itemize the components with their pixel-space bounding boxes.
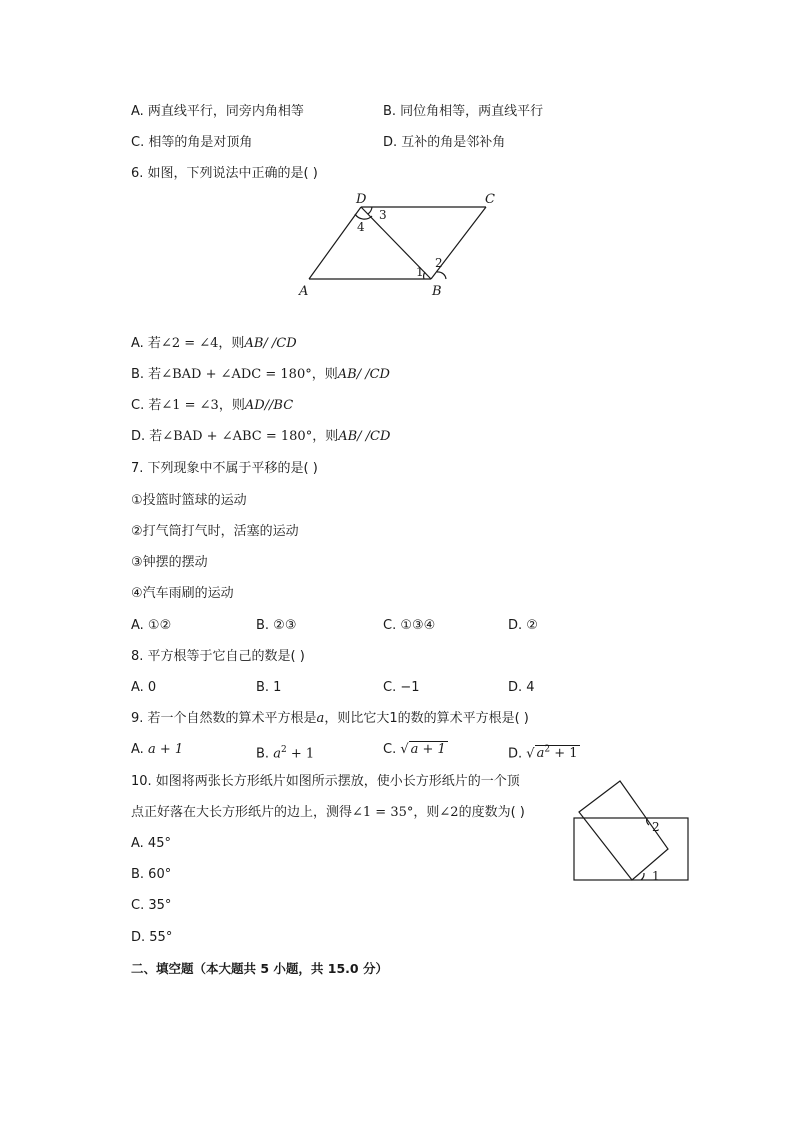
q9-option-c-label: C.: [383, 742, 401, 757]
q9-option-d-rest: + 1: [550, 746, 578, 762]
q10-option-a: A. 45°: [131, 836, 171, 851]
q10-option-d: D. 55°: [131, 930, 173, 945]
q9-option-b-rest: + 1: [286, 746, 315, 762]
q9-option-d-label: D.: [508, 746, 527, 762]
q7-option-d: D. ②: [508, 618, 538, 633]
q9-stem-pre: 9. 若一个自然数的算术平方根是: [131, 711, 317, 726]
q9-option-a-label: A.: [131, 742, 148, 757]
q6-label-angle-3: 3: [379, 208, 387, 222]
q6-option-a-mid: ，则: [218, 336, 245, 351]
q5-option-c: C. 相等的角是对顶角: [131, 135, 253, 150]
q5-option-b: B. 同位角相等，两直线平行: [383, 104, 544, 119]
q10-stem-line2-post: 的度数为( ): [458, 805, 525, 820]
q10-label-angle-2: 2: [652, 820, 660, 834]
q10-stem-line2-mid: ，则: [413, 805, 440, 820]
q6-option-d-math2: AB/ /CD: [338, 429, 391, 444]
q6-label-a: A: [299, 284, 309, 299]
q6-label-c: C: [485, 192, 495, 207]
q10-stem-line2-math: ∠1 = 35°: [352, 805, 414, 820]
q7-item-3: ③钟摆的摆动: [131, 555, 208, 570]
q9-option-d-sup: 2: [544, 745, 551, 755]
q10-option-b: B. 60°: [131, 867, 172, 882]
q9-option-d-base: a: [536, 746, 545, 762]
sqrt-icon: √: [400, 742, 409, 757]
q7-item-2: ②打气筒打气时，活塞的运动: [131, 524, 299, 539]
q6-label-angle-4: 4: [357, 220, 365, 234]
q6-stem: 6. 如图，下列说法中正确的是( ): [131, 166, 318, 181]
q6-option-b-math: ∠BAD + ∠ADC = 180°: [161, 367, 312, 382]
q9-option-b-label: B.: [256, 746, 274, 762]
q10-stem-line2-math2: ∠2: [439, 805, 459, 820]
q6-option-b-math2: AB/ /CD: [337, 367, 390, 382]
q10-arc-angle-1: [641, 873, 644, 880]
section2-heading: 二、填空题（本大题共 5 小题，共 15.0 分）: [131, 961, 388, 976]
q6-option-c-mid: ，则: [218, 398, 245, 413]
q8-option-b: B. 1: [256, 680, 282, 695]
q10-option-c: C. 35°: [131, 898, 172, 913]
q6-label-d: D: [356, 192, 367, 207]
q9-option-c-math: a + 1: [410, 742, 446, 757]
q7-option-a: A. ①②: [131, 618, 172, 633]
q9-option-b-base: a: [273, 746, 281, 762]
q8-option-d: D. 4: [508, 680, 535, 695]
q8-stem: 8. 平方根等于它自己的数是( ): [131, 649, 305, 664]
q5-option-d: D. 互补的角是邻补角: [383, 135, 506, 150]
q7-stem: 7. 下列现象中不属于平移的是( ): [131, 461, 318, 476]
q6-label-b: B: [432, 284, 442, 299]
q8-option-c: C. −1: [383, 680, 420, 695]
q7-item-1: ①投篮时篮球的运动: [131, 493, 247, 508]
q10-stem-line1: 10. 如图将两张长方形纸片如图所示摆放，使小长方形纸片的一个顶: [131, 774, 520, 789]
q7-item-4: ④汽车雨刷的运动: [131, 586, 234, 601]
q10-label-angle-1: 1: [652, 869, 660, 883]
q6-option-c-math2: AD//BC: [244, 398, 294, 413]
q6-option-c-math: ∠1 = ∠3: [161, 398, 219, 413]
q6-option-a-math: ∠2 = ∠4: [160, 336, 219, 351]
q6-label-angle-1: 1: [416, 265, 424, 279]
q6-option-a-math2: AB/ /CD: [244, 336, 297, 351]
q9-stem-var: a: [316, 711, 325, 726]
q6-option-b-mid: ，则: [311, 367, 338, 382]
sqrt-icon: √: [526, 746, 535, 762]
q7-option-b: B. ②③: [256, 618, 297, 633]
q8-option-a: A. 0: [131, 680, 157, 695]
q6-option-d-prefix: D. 若: [131, 429, 163, 444]
q6-option-c-prefix: C. 若: [131, 398, 162, 413]
q7-option-c: C. ①③④: [383, 618, 436, 633]
q6-option-d-math: ∠BAD + ∠ABC = 180°: [162, 429, 313, 444]
q6-label-angle-2: 2: [435, 256, 443, 270]
q6-option-d-mid: ，则: [312, 429, 339, 444]
q9-option-b-sup: 2: [280, 745, 287, 755]
q5-option-a: A. 两直线平行，同旁内角相等: [131, 104, 304, 119]
q6-option-a-prefix: A. 若: [131, 336, 161, 351]
q9-option-a-math: a + 1: [147, 742, 184, 757]
q6-option-b-prefix: B. 若: [131, 367, 162, 382]
q10-stem-line2-pre: 点正好落在大长方形纸片的边上，测得: [131, 805, 353, 820]
q9-stem-post: ，则比它大1的数的算术平方根是( ): [324, 711, 529, 726]
